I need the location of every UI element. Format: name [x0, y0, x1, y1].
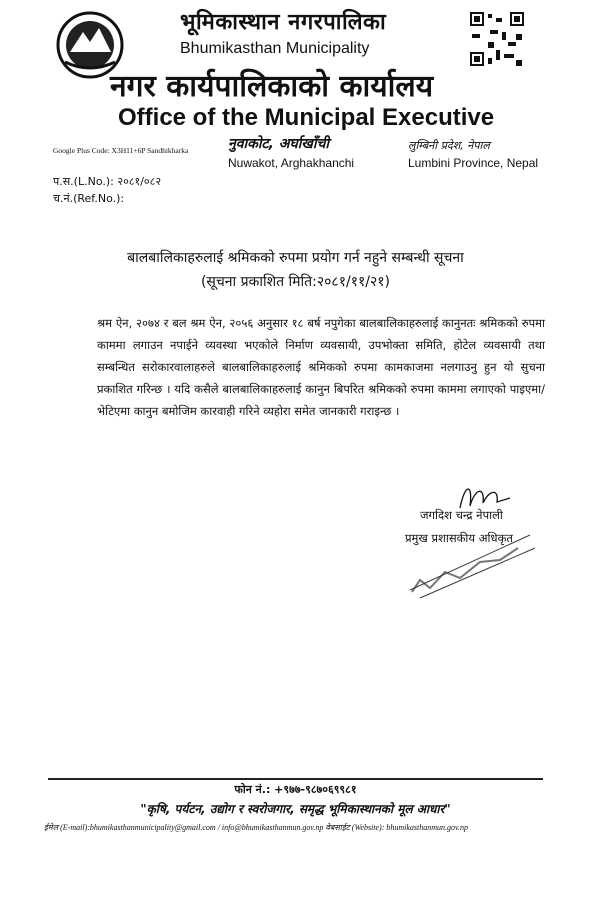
np-location: नुवाकोट, अर्घाखाँची — [228, 136, 329, 152]
notice-date: (सूचना प्रकाशित मिति:२०८१/११/२१) — [200, 274, 391, 290]
footer-slogan: "कृषि, पर्यटन, उद्योग र स्वरोजगार, समृद्ध भूमिकास्थानको मूल आधार" — [140, 802, 451, 816]
np-province: लुम्बिनी प्रदेश, नेपाल — [408, 139, 490, 152]
en-province: Lumbini Province, Nepal — [408, 156, 539, 170]
en-municipality-name: Bhumikasthan Municipality — [180, 40, 370, 57]
notice-subject: बालबालिकाहरुलाई श्रमिकको रुपमा प्रयोग गर्न नहुने सम्बन्धी सूचना — [127, 250, 464, 266]
footer-phone: फोन नं.: +९७७-९८७०६९९८१ — [234, 783, 357, 796]
np-municipality-name: भूमिकास्थान नगरपालिका — [180, 10, 387, 35]
notice-body: श्रम ऐन, २०७४ र बल श्रम ऐन, २०५६ अनुसार १८ बर्ष नपुगेका बालबालिकाहरुलाई कानुनतः श्रमिकको रुपमा काममा लगाउन नपाईने व्यवस्था भएकोले निर्माण व्यवसायी, उपभोक्ता समिति, होटेल व्यवसायी तथा सम्बन्धित सरोकारवालाहरुले बालबालिकाहरुलाई श्रमिकको रुपमा कामकाजमा नलगाउनु हुन यो सुचना प्रकाशित गरिन्छ । यदि कसैले बालबालिकाहरुलाई कानुन बिपरित श्रमिकको रुपमा काममा लगाएको पाइएमा/भेटिएमा कानुन बमोजिम कारवाही गरिने व्यहोरा समेत जानकारी गराइन्छ । — [97, 316, 545, 418]
reference-number: च.नं.(Ref.No.): — [53, 192, 125, 205]
footer-divider — [48, 778, 543, 780]
signatory-name: जगदिश चन्द्र नेपाली — [420, 508, 503, 522]
letter-number: प.स.(L.No.): २०८१/०८२ — [53, 175, 162, 188]
qr-code — [468, 10, 526, 68]
plus-code: Google Plus Code: X3H11+6P Sandhikharka — [53, 146, 189, 155]
en-location: Nuwakot, Arghakhanchi — [228, 156, 355, 170]
footer-contact: ईमेल (E-mail):bhumikasthanmunicipality@gmail.com / info@bhumikasthanmun.gov.np वेबसाईट (Website): bhumikasthanmun.gov.np — [44, 823, 468, 832]
signatory-title: प्रमुख प्रशासकीय अधिकृत — [405, 531, 513, 545]
en-office-title: Office of the Municipal Executive — [118, 104, 495, 131]
np-office-title: नगर कार्यपालिकाको कार्यालय — [110, 69, 434, 104]
